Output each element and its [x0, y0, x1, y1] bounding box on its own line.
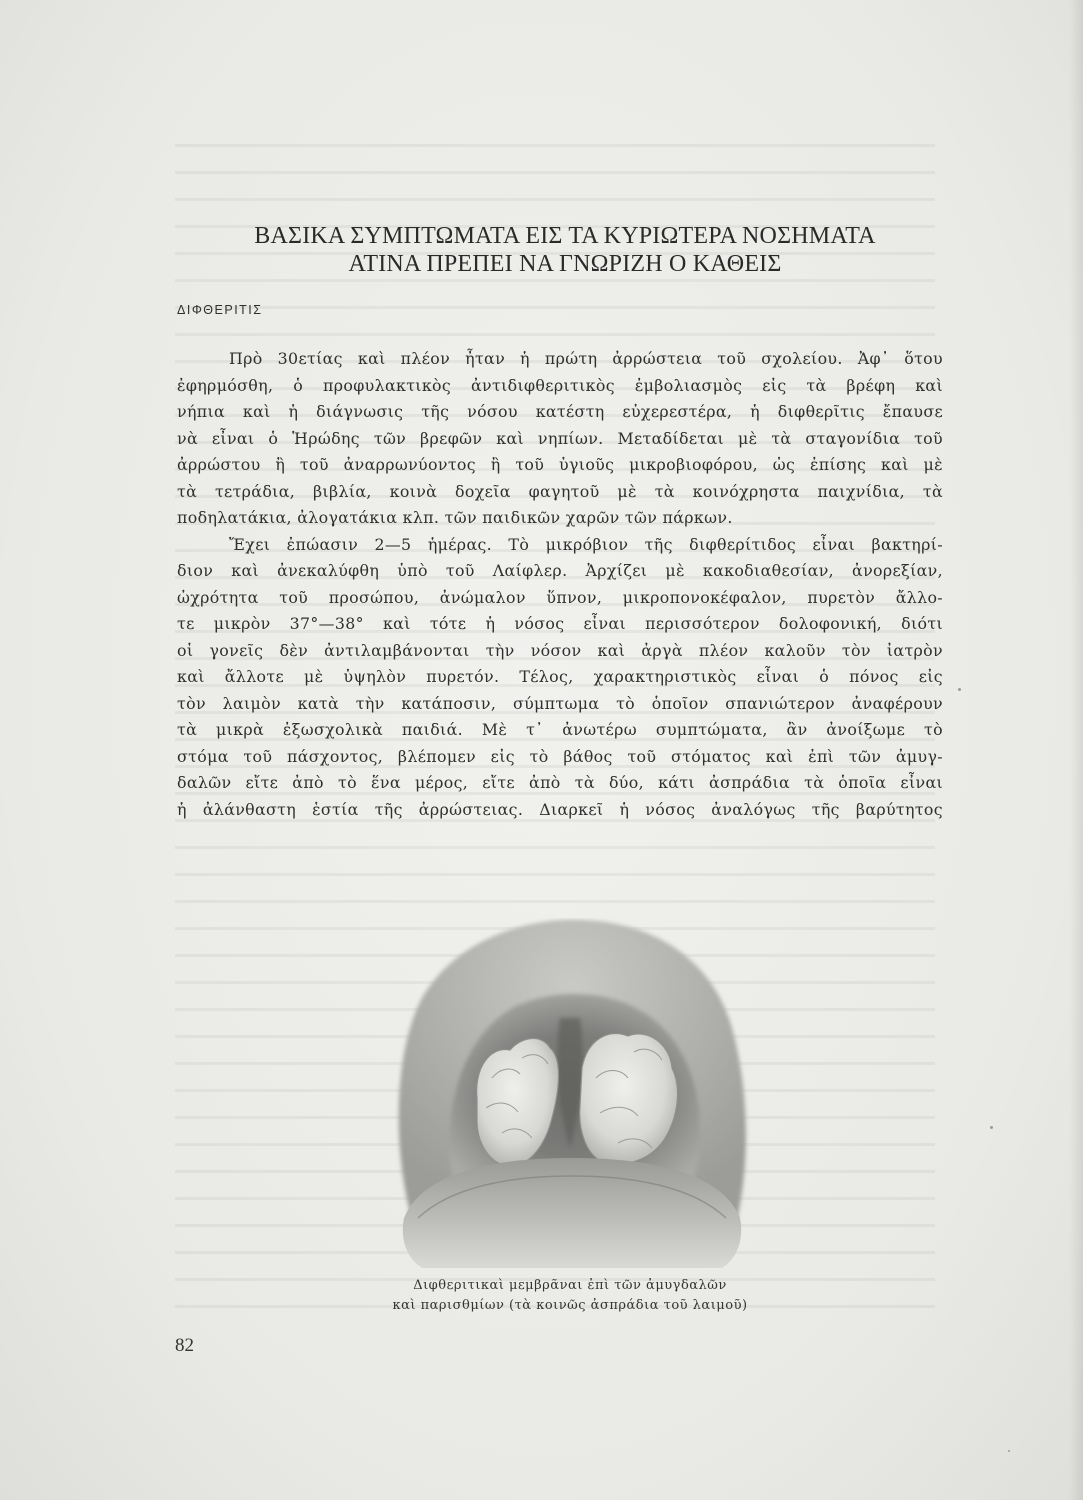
text-line: νήπια καὶ ἡ διάγνωσις τῆς νόσου κατέστη εὐχερεστέρα, ἡ διφθερῖτις ἔπαυσε — [177, 402, 943, 421]
text-line: τε μικρὸν 37°—38° καὶ τότε ἡ νόσος εἶναι περισσότερον δολοφονική, διότι — [177, 614, 943, 633]
throat-illustration — [382, 918, 760, 1270]
text-line: ὠχρότητα τοῦ προσώπου, ἀνώμαλον ὕπνον, μικροπονοκέφαλον, πυρετὸν ἄλλο- — [177, 587, 943, 607]
text-line: δαλῶν εἴτε ἀπὸ τὸ ἕνα μέρος, εἴτε ἀπὸ τὰ δύο, κάτι ἀσπράδια τὰ ὁποῖα εἶναι — [177, 773, 943, 792]
text-line: καὶ ἄλλοτε μὲ ὑψηλὸν πυρετόν. Τέλος, χαρακτηριστικὸς εἶναι ὁ πόνος εἰς — [177, 667, 943, 686]
page-number: 82 — [175, 1335, 194, 1356]
paragraph-1 — [177, 346, 943, 532]
text-line: Ἔχει ἐπώασιν 2—5 ἡμέρας. Τὸ μικρόβιον τῆς διφθερίτιδος εἶναι βακτηρί- — [229, 534, 943, 554]
caption-line-1: Διφθεριτικαὶ μεμβρᾶναι ἐπὶ τῶν ἀμυγδαλῶν — [413, 1278, 727, 1293]
text-line: νὰ εἶναι ὁ Ἡρώδης τῶν βρεφῶν καὶ νηπίων. Μεταδίδεται μὲ τὰ σταγονίδια τοῦ — [177, 428, 943, 448]
section-heading: ΔΙΦΘΕΡΙΤΙΣ — [177, 303, 263, 317]
paper-speck — [990, 1126, 993, 1129]
text-line: ἡ ἀλάνθαστη ἑστία τῆς ἀρρώστειας. Διαρκεῖ ἡ νόσος ἀναλόγως τῆς βαρύτητος — [177, 799, 943, 819]
paper-speck — [1008, 1450, 1010, 1452]
figure-caption — [300, 1276, 840, 1316]
paragraph-2 — [177, 532, 943, 824]
page-edge-shadow — [1069, 0, 1083, 1500]
text-line: τὰ μικρὰ ἐξωσχολικὰ παιδιά. Μὲ τ᾽ ἀνωτέρω συμπτώματα, ἂν ἀνοίξωμε τὸ — [177, 720, 943, 739]
text-line: Πρὸ 30ετίας καὶ πλέον ἦταν ἡ πρώτη ἀρρώστεια τοῦ σχολείου. Ἀφ᾽ ὅτου — [229, 349, 943, 368]
text-line: τὰ τετράδια, βιβλία, κοινὰ δοχεῖα φαγητοῦ μὲ τὰ κοινόχρηστα παιχνίδια, τὰ — [177, 481, 943, 501]
text-line: τὸν λαιμὸν κατὰ τὴν κατάποσιν, σύμπτωμα τὸ ὁποῖον σπανιώτερον ἀναφέρουν — [177, 693, 943, 713]
caption-line-2: καὶ παρισθμίων (τὰ κοινῶς ἀσπράδια τοῦ λαιμοῦ) — [392, 1298, 748, 1313]
text-line: στόμα τοῦ πάσχοντος, βλέπομεν εἰς τὸ βάθος τοῦ στόματος καὶ ἐπὶ τῶν ἀμυγ- — [177, 746, 943, 766]
text-line: ἐφηρμόσθη, ὁ προφυλακτικὸς ἀντιδιφθεριτικὸς ἐμβολιασμὸς εἰς τὰ βρέφη καὶ — [177, 375, 943, 395]
text-line: οἱ γονεῖς δὲν ἀντιλαμβάνονται τὴν νόσον καὶ ἀργὰ πλέον καλοῦν τὸν ἰατρὸν — [177, 640, 943, 660]
body-text — [177, 346, 943, 823]
diphtheria-membrane-drawing — [382, 918, 760, 1270]
text-line: ποδηλατάκια, ἀλογατάκια κλπ. τῶν παιδικῶν χαρῶν τῶν πάρκων. — [177, 508, 733, 527]
title-line-1: ΒΑΣΙΚΑ ΣΥΜΠΤΩΜΑΤΑ ΕΙΣ ΤΑ ΚΥΡΙΩΤΕΡΑ ΝΟΣΗΜΑΤΑ — [254, 223, 876, 249]
text-line: ἀρρώστου ἢ τοῦ ἀναρρωνύοντος ἢ τοῦ ὑγιοῦς μικροβιοφόρου, ὡς ἐπίσης καὶ μὲ — [177, 455, 943, 474]
page-title — [175, 222, 955, 278]
text-line: διον καὶ ἀνεκαλύφθη ὑπὸ τοῦ Λαίφλερ. Ἀρχίζει μὲ κακοδιαθεσίαν, ἀνορεξίαν, — [177, 561, 943, 580]
paper-speck — [958, 688, 961, 691]
title-line-2: ΑΤΙΝΑ ΠΡΕΠΕΙ ΝΑ ΓΝΩΡΙΖΗ Ο ΚΑΘΕΙΣ — [348, 251, 782, 277]
